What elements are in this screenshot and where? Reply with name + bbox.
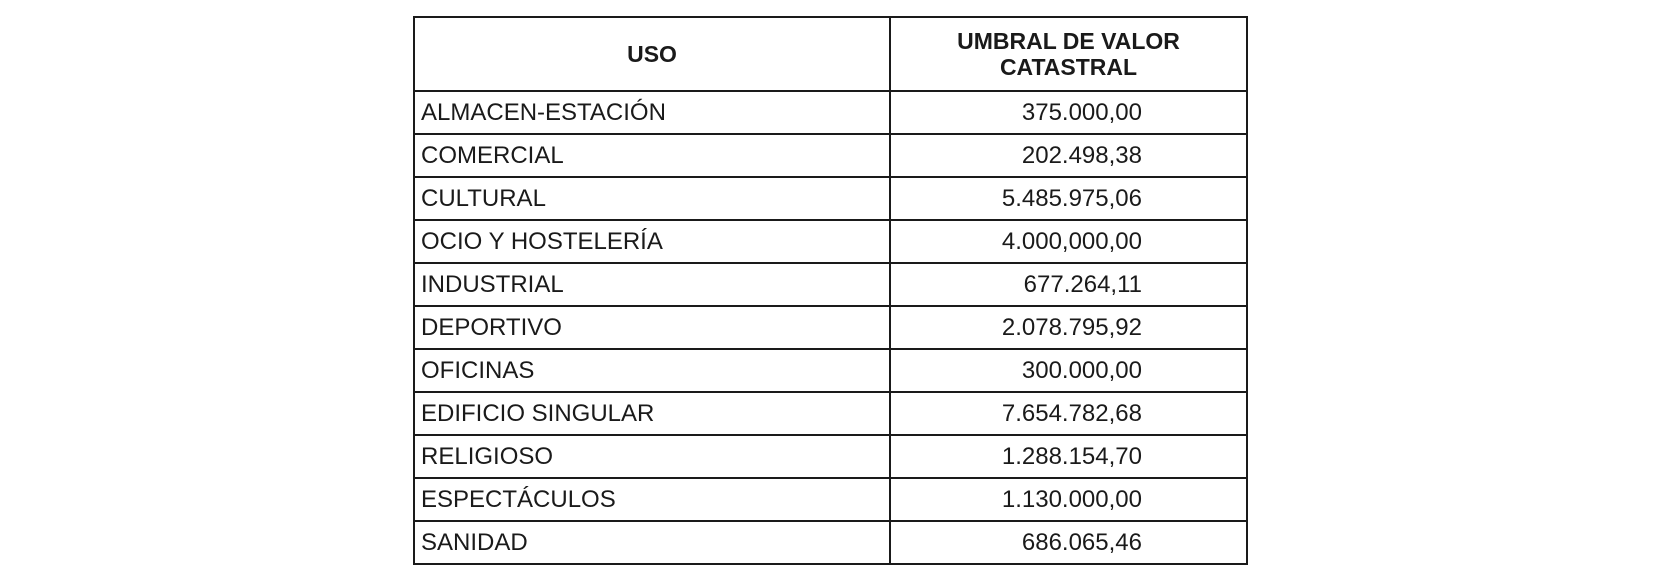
table-row bbox=[414, 91, 1247, 134]
table-row bbox=[414, 521, 1247, 564]
valor-cell: 5.485.975,06 bbox=[890, 177, 1247, 220]
column-header-umbral bbox=[890, 17, 1247, 91]
table-row bbox=[414, 392, 1247, 435]
uso-cell: OCIO Y HOSTELERÍA bbox=[414, 220, 890, 263]
valor-cell: 7.654.782,68 bbox=[890, 392, 1247, 435]
uso-cell: CULTURAL bbox=[414, 177, 890, 220]
uso-cell: SANIDAD bbox=[414, 521, 890, 564]
valor-cell: 1.130.000,00 bbox=[890, 478, 1247, 521]
table-row bbox=[414, 306, 1247, 349]
uso-cell: OFICINAS bbox=[414, 349, 890, 392]
table-row bbox=[414, 349, 1247, 392]
uso-cell: INDUSTRIAL bbox=[414, 263, 890, 306]
catastral-threshold-table bbox=[413, 16, 1248, 565]
table-header-row bbox=[414, 17, 1247, 91]
table-row bbox=[414, 478, 1247, 521]
uso-cell: RELIGIOSO bbox=[414, 435, 890, 478]
table-row bbox=[414, 177, 1247, 220]
uso-cell: COMERCIAL bbox=[414, 134, 890, 177]
uso-cell: ESPECTÁCULOS bbox=[414, 478, 890, 521]
valor-cell: 1.288.154,70 bbox=[890, 435, 1247, 478]
table-row bbox=[414, 263, 1247, 306]
table-row bbox=[414, 134, 1247, 177]
valor-cell: 202.498,38 bbox=[890, 134, 1247, 177]
table-row bbox=[414, 220, 1247, 263]
valor-cell: 677.264,11 bbox=[890, 263, 1247, 306]
column-header-umbral-label: UMBRAL DE VALOR CATASTRAL bbox=[957, 28, 1180, 80]
valor-cell: 4.000,000,00 bbox=[890, 220, 1247, 263]
uso-cell: DEPORTIVO bbox=[414, 306, 890, 349]
catastral-threshold-table-container bbox=[413, 16, 1246, 565]
uso-cell: EDIFICIO SINGULAR bbox=[414, 392, 890, 435]
table-row bbox=[414, 435, 1247, 478]
valor-cell: 686.065,46 bbox=[890, 521, 1247, 564]
valor-cell: 375.000,00 bbox=[890, 91, 1247, 134]
uso-cell: ALMACEN-ESTACIÓN bbox=[414, 91, 890, 134]
valor-cell: 2.078.795,92 bbox=[890, 306, 1247, 349]
valor-cell: 300.000,00 bbox=[890, 349, 1247, 392]
column-header-uso: USO bbox=[414, 17, 890, 91]
